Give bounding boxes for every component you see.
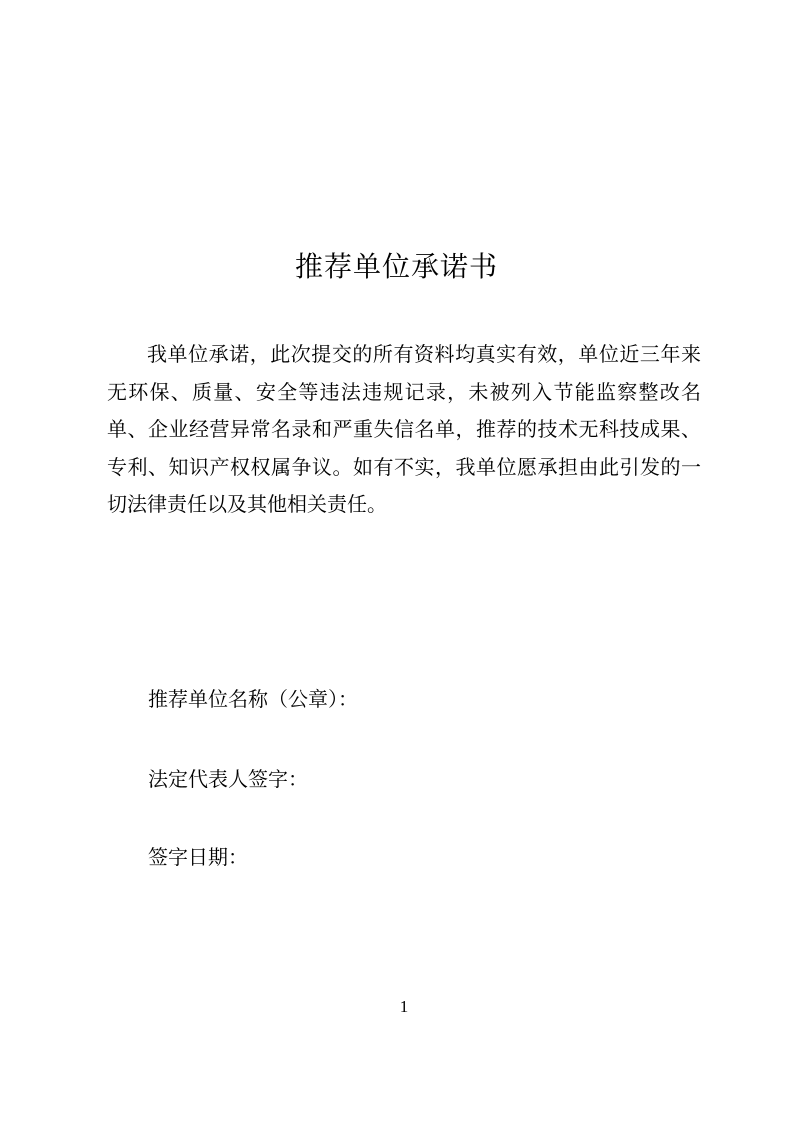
signature-field-unit-name-seal: 推荐单位名称（公章）：	[148, 689, 358, 711]
page-footer	[107, 997, 701, 1017]
document-title: 推荐单位承诺书	[294, 251, 498, 282]
signature-field-legal-representative: 法定代表人签字：	[148, 769, 308, 791]
commitment-paragraph: 我单位承诺，此次提交的所有资料均真实有效，单位近三年来无环保、质量、安全等违法违规记录，未被列入节能监察整改名单、企业经营异常名录和严重失信名单，推荐的技术无科技成果、专利、知识产权权属争议。如有不实，我单位愿承担由此引发的一切法律责任以及其他相关责任。	[107, 344, 701, 516]
page-number: 1	[399, 997, 409, 1016]
signature-field-signing-date: 签字日期：	[148, 847, 248, 869]
